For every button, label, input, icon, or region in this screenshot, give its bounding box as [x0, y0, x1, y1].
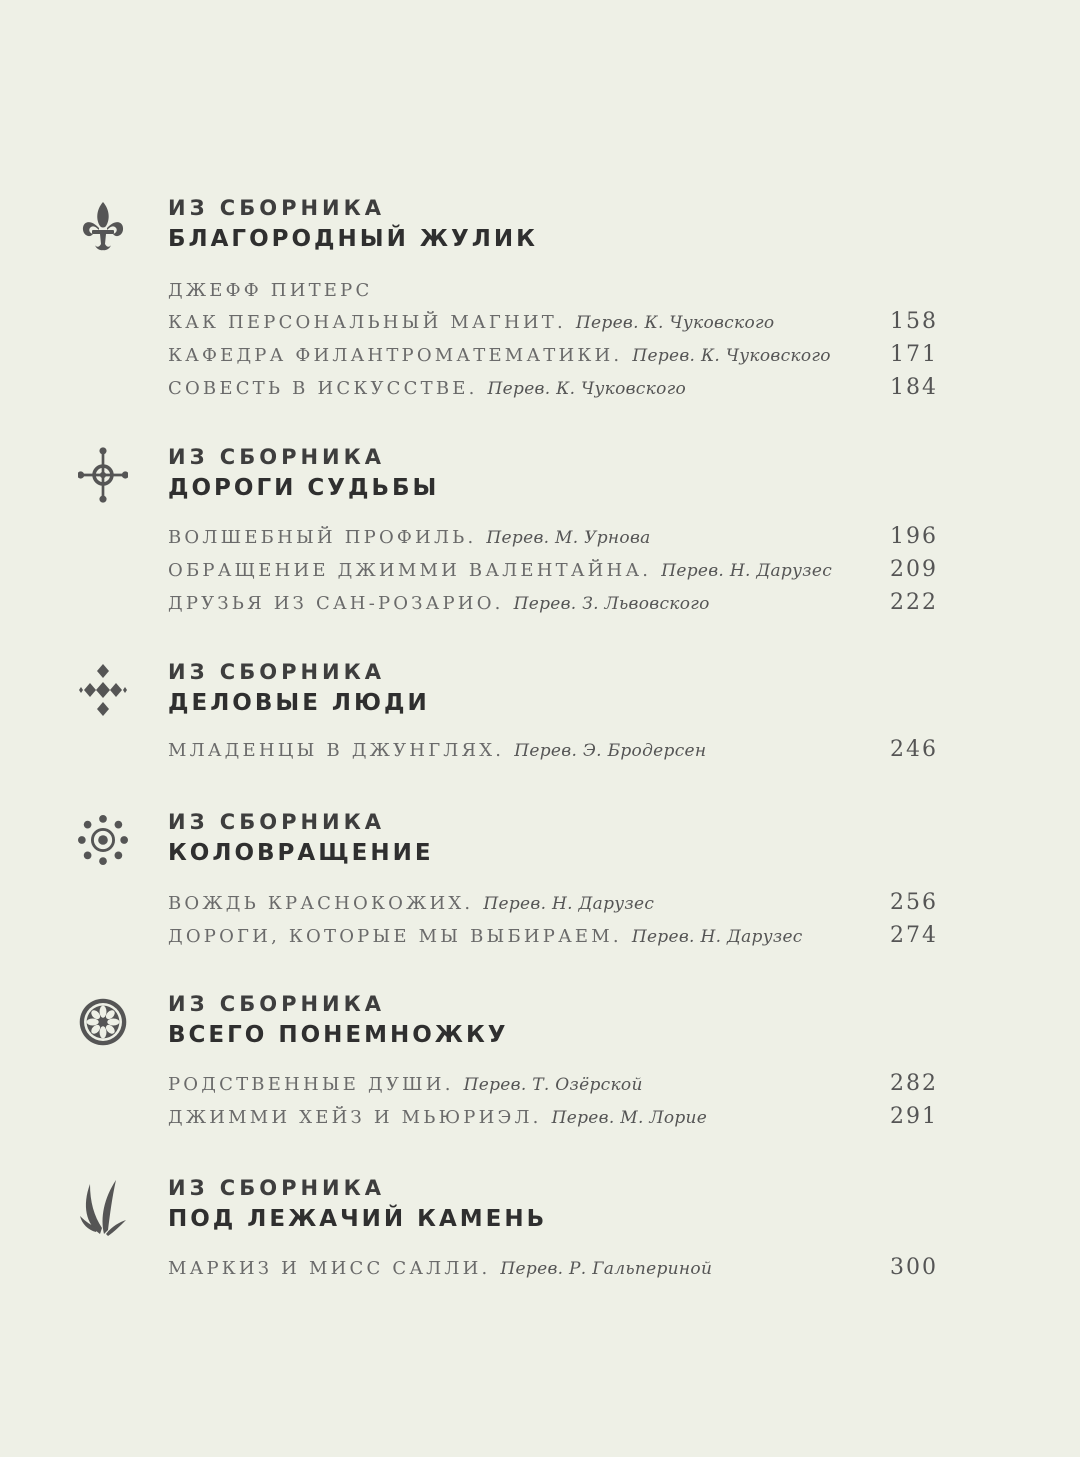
toc-entry [168, 342, 938, 377]
translator-credit: Перев. К. Чуковского [575, 313, 775, 333]
story-title: ДРУЗЬЯ ИЗ САН-РОЗАРИО. [168, 593, 504, 614]
story-title: КАФЕДРА ФИЛАНТРОМАТЕМАТИКИ. [168, 345, 623, 366]
page-number: 282 [890, 1071, 938, 1096]
story-title: МЛАДЕНЦЫ В ДЖУНГЛЯХ. [168, 740, 505, 761]
page-number: 171 [890, 342, 938, 367]
translator-credit: Перев. Р. Гальпериной [500, 1259, 713, 1279]
story-title: ВОЛШЕБНЫЙ ПРОФИЛЬ. [168, 527, 477, 548]
story-title: КАК ПЕРСОНАЛЬНЫЙ МАГНИТ. [168, 312, 566, 333]
diamond-cluster-icon [78, 660, 128, 720]
story-title: ДОРОГИ, КОТОРЫЕ МЫ ВЫБИРАЕМ. [168, 926, 622, 947]
story-title: СОВЕСТЬ В ИСКУССТВЕ. [168, 378, 478, 399]
fleur-de-lis-icon [78, 196, 128, 256]
collection-title: ДЕЛОВЫЕ ЛЮДИ [168, 690, 430, 716]
leaf-sprout-icon [78, 1176, 128, 1236]
rosette-medallion-icon [78, 992, 128, 1052]
toc-entry [168, 737, 938, 772]
story-title: РОДСТВЕННЫЕ ДУШИ. [168, 1074, 454, 1095]
collection-title: ВСЕГО ПОНЕМНОЖКУ [168, 1022, 509, 1048]
page-number: 291 [890, 1104, 938, 1129]
collection-title: КОЛОВРАЩЕНИЕ [168, 840, 434, 866]
collection-title: БЛАГОРОДНЫЙ ЖУЛИК [168, 226, 538, 252]
translator-credit: Перев. Э. Бродерсен [514, 741, 707, 761]
collection-title: ПОД ЛЕЖАЧИЙ КАМЕНЬ [168, 1206, 548, 1232]
translator-credit: Перев. Н. Дарузес [483, 894, 655, 914]
translator-credit: Перев. З. Львовского [513, 594, 710, 614]
toc-entry [168, 890, 938, 925]
page-number: 246 [890, 737, 938, 762]
translator-credit: Перев. М. Лорие [551, 1108, 708, 1128]
collection-title: ДОРОГИ СУДЬБЫ [168, 475, 440, 501]
translator-credit: Перев. Т. Озёрской [463, 1075, 643, 1095]
page-number: 300 [890, 1255, 938, 1280]
collection-label: ИЗ СБОРНИКА [168, 196, 386, 220]
ringed-cross-icon [78, 445, 128, 505]
toc-entry [168, 309, 938, 344]
page-number: 184 [890, 375, 938, 400]
translator-credit: Перев. Н. Дарузес [661, 561, 833, 581]
translator-credit: Перев. М. Урнова [486, 528, 651, 548]
collection-label: ИЗ СБОРНИКА [168, 810, 386, 834]
story-title: ДЖЕФФ ПИТЕРС [168, 280, 373, 301]
toc-entry [168, 1071, 938, 1106]
story-title: ВОЖДЬ КРАСНОКОЖИХ. [168, 893, 474, 914]
dotted-flower-icon [78, 810, 128, 870]
collection-label: ИЗ СБОРНИКА [168, 445, 386, 469]
translator-credit: Перев. Н. Дарузес [631, 927, 803, 947]
page-number: 158 [890, 309, 938, 334]
translator-credit: Перев. К. Чуковского [487, 379, 687, 399]
toc-entry [168, 557, 938, 592]
page-number: 274 [890, 923, 938, 948]
toc-entry [168, 524, 938, 559]
toc-entry [168, 923, 938, 958]
page-number: 196 [890, 524, 938, 549]
collection-label: ИЗ СБОРНИКА [168, 660, 386, 684]
toc-entry [168, 280, 938, 312]
page-number: 256 [890, 890, 938, 915]
page-number: 209 [890, 557, 938, 582]
story-title: ОБРАЩЕНИЕ ДЖИММИ ВАЛЕНТАЙНА. [168, 560, 652, 581]
collection-label: ИЗ СБОРНИКА [168, 992, 386, 1016]
toc-entry [168, 375, 938, 410]
story-title: ДЖИММИ ХЕЙЗ И МЬЮРИЭЛ. [168, 1107, 542, 1128]
toc-entry [168, 1104, 938, 1139]
toc-entry [168, 590, 938, 625]
story-title: МАРКИЗ И МИСС САЛЛИ. [168, 1258, 491, 1279]
toc-entry [168, 1255, 938, 1290]
collection-label: ИЗ СБОРНИКА [168, 1176, 386, 1200]
page-number: 222 [890, 590, 938, 615]
translator-credit: Перев. К. Чуковского [632, 346, 831, 366]
